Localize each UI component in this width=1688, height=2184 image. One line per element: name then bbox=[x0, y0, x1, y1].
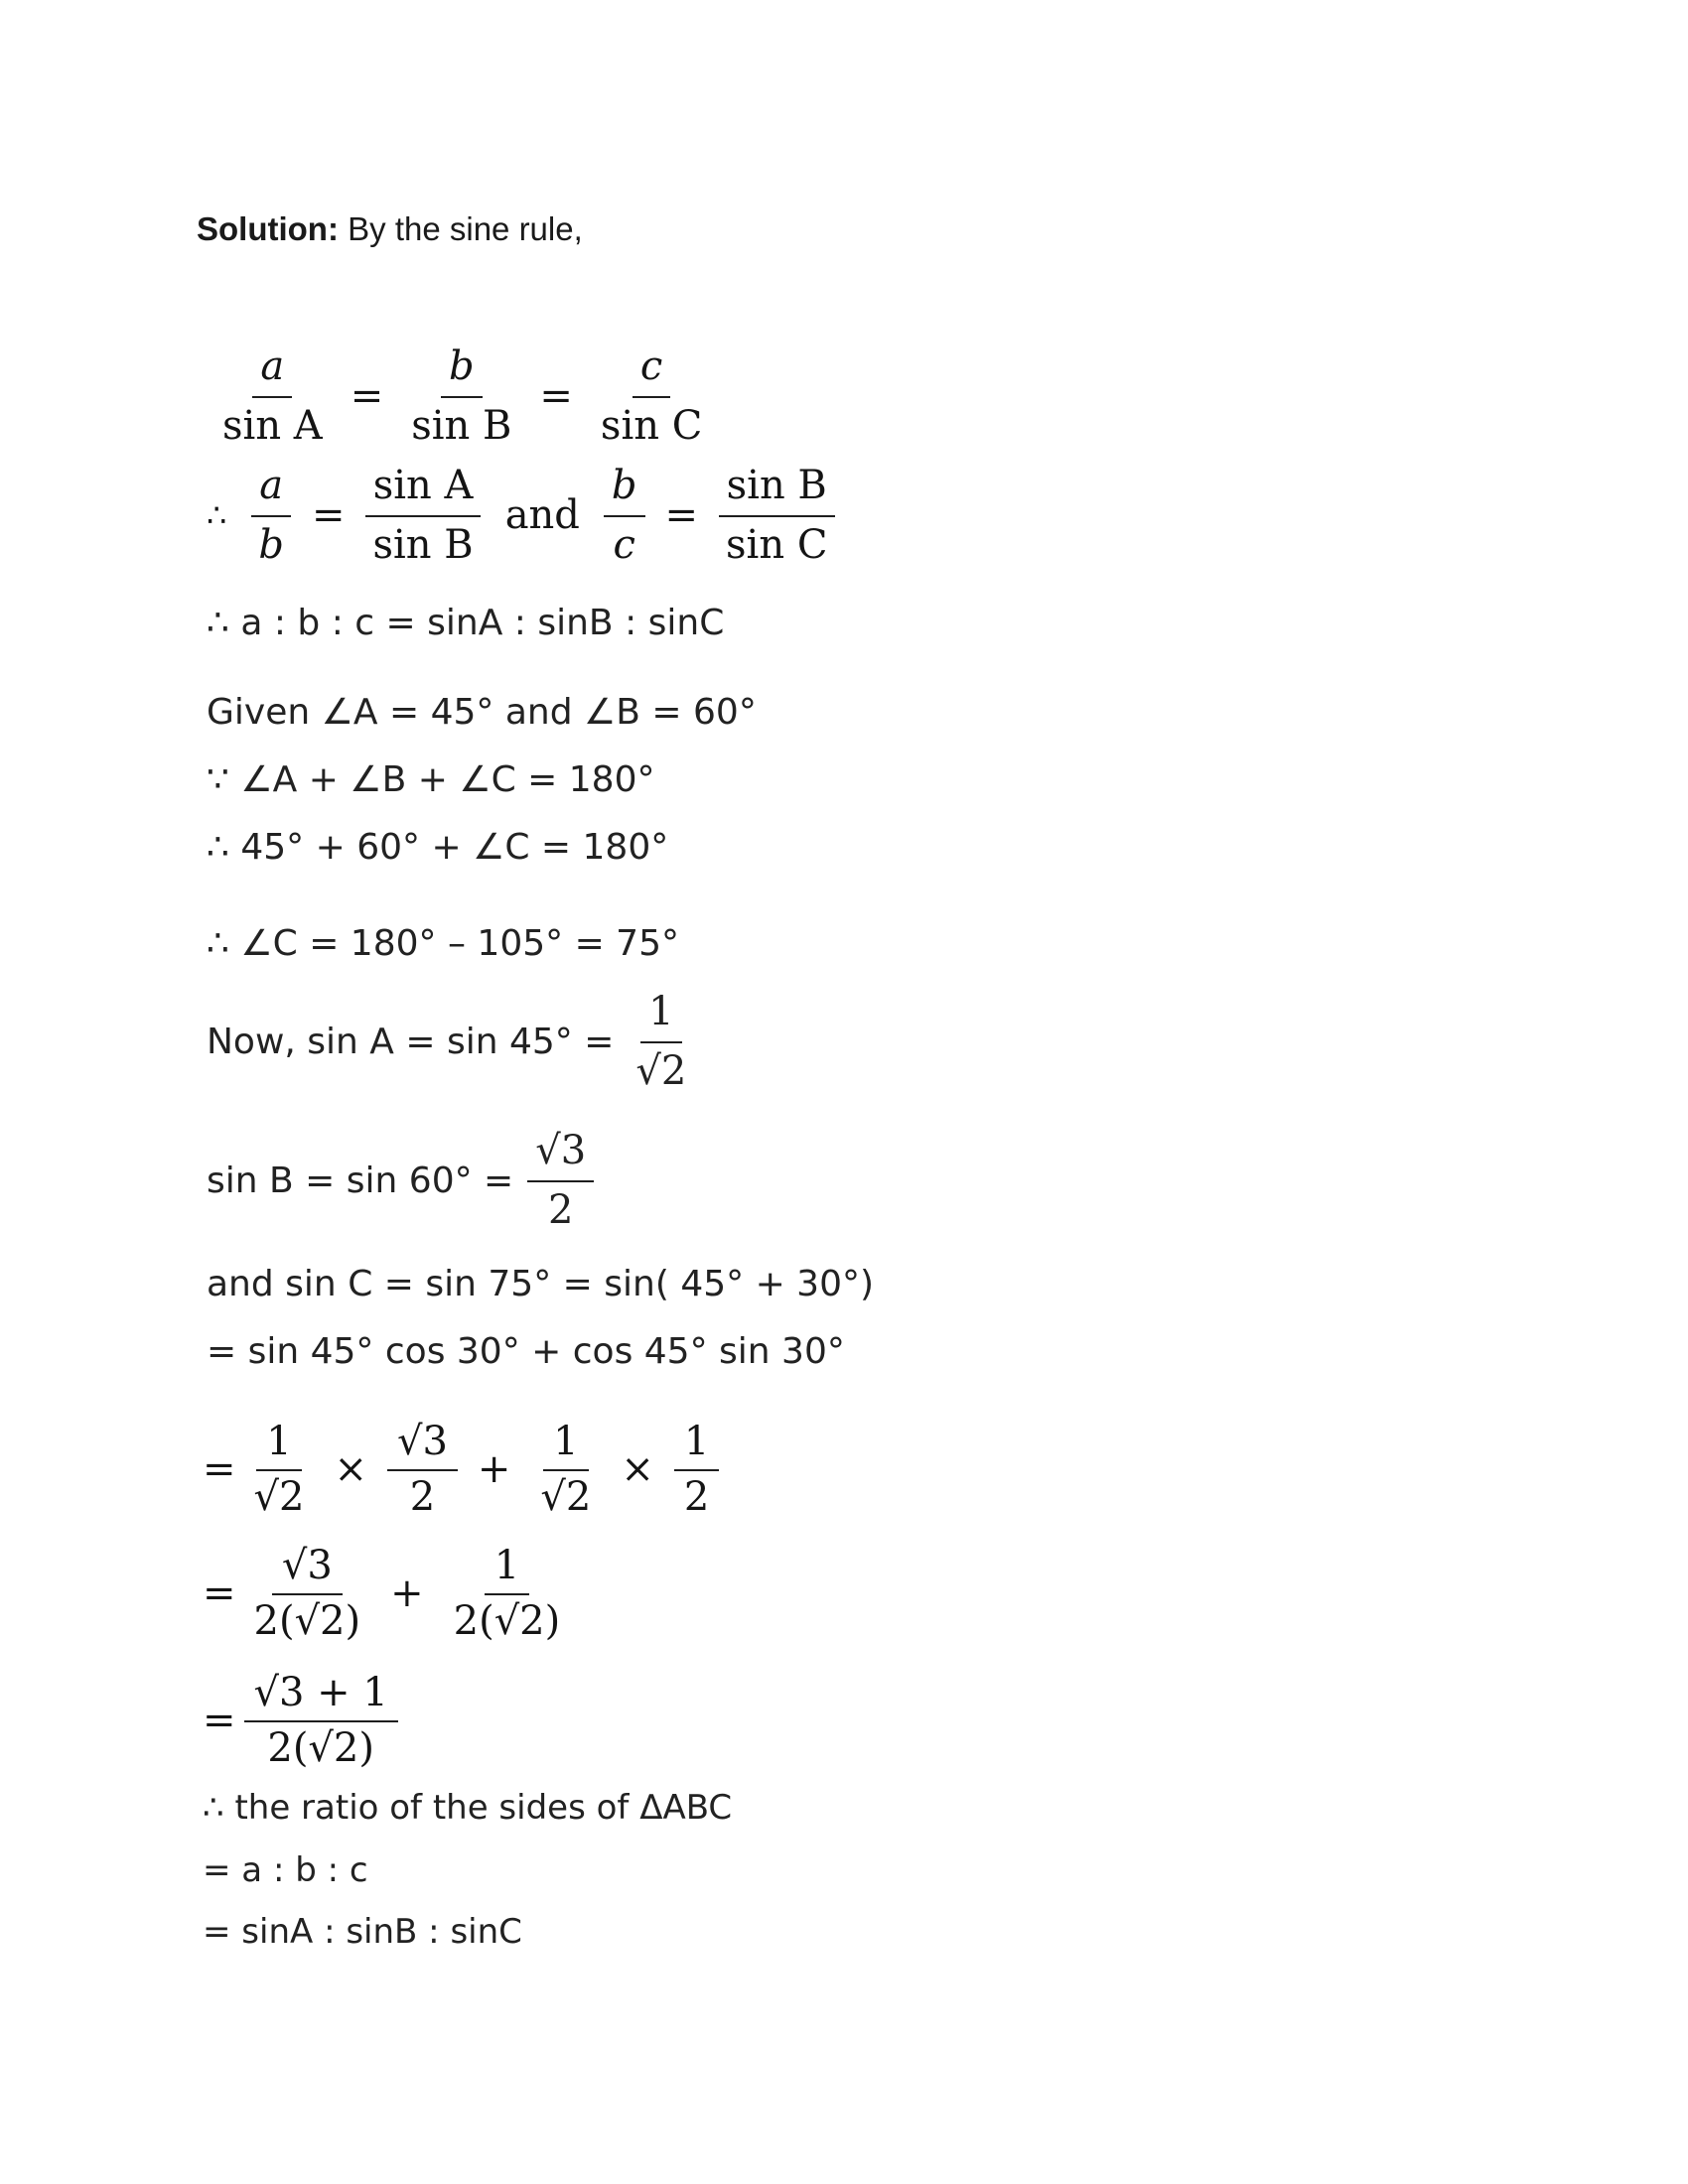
fraction-b-over-sinB: $\frac{b}{\text{sin B}}$ bbox=[411, 343, 512, 449]
expansion-line: = sin 45° cos 30° + cos 45° sin 30° bbox=[207, 1331, 845, 1372]
sine-rule-equation: $\frac{a}{\text{sin A}}$ = $\frac{b}{\text{sin B}}$ = $\frac{c}{\text{sin C}}$ bbox=[207, 342, 718, 450]
solution-intro: By the sine rule, bbox=[348, 210, 583, 247]
fraction-one-over-root2: $\frac{1}{√2}$ bbox=[253, 1419, 305, 1520]
fraction-a-over-sinA: $\frac{a}{\text{sin A}}$ bbox=[222, 343, 323, 449]
fraction-root3-plus-one-over-two-root2: $\frac{√3 + 1}{2(√2)}$ bbox=[244, 1669, 398, 1772]
ratio-equations: ∴ $\frac{a}{b}$ = $\frac{\text{sin A}}{\text{sin B}}$ and $\frac{b}{c}$ = $\frac{\text{sin B}}{\text{sin C}}$ bbox=[207, 462, 843, 569]
solution-label: Solution: bbox=[197, 210, 339, 247]
plus-symbol: + bbox=[390, 1570, 424, 1616]
and-word: and bbox=[504, 492, 580, 538]
sinA-line bbox=[207, 988, 702, 1095]
sinC-line: and sin C = sin 75° = sin( 45° + 30°) bbox=[207, 1264, 875, 1304]
fraction-one-over-root2: $\frac{1}{√2}$ bbox=[540, 1419, 592, 1520]
fraction-b-over-c: $\frac{b}{c}$ bbox=[604, 462, 645, 569]
fraction-root3-over-two: $\frac{√3}{2}$ bbox=[527, 1127, 594, 1234]
therefore-symbol: ∴ bbox=[207, 496, 227, 534]
sinB-prefix: sin B = sin 60° = bbox=[207, 1160, 514, 1201]
sides-ratio-line: = a : b : c bbox=[203, 1850, 368, 1890]
fraction-c-over-sinC: $\frac{c}{\text{sin C}}$ bbox=[600, 343, 703, 449]
sines-ratio-line: = sinA : sinB : sinC bbox=[203, 1912, 522, 1952]
fraction-sinA-over-sinB: $\frac{\text{sin A}}{\text{sin B}}$ bbox=[364, 462, 481, 569]
combined-expression: = $\frac{√3 + 1}{2(√2)}$ bbox=[203, 1669, 406, 1772]
times-symbol: × bbox=[334, 1446, 367, 1492]
times-symbol: × bbox=[621, 1446, 654, 1492]
given-line: Given ∠A = 45° and ∠B = 60° bbox=[207, 692, 757, 733]
fraction-one-over-root2: $\frac{1}{√2}$ bbox=[635, 989, 687, 1094]
solution-heading bbox=[197, 210, 583, 248]
fraction-one-over-two-root2: $\frac{1}{2(√2)}$ bbox=[453, 1543, 561, 1644]
fraction-sinB-over-sinC: $\frac{\text{sin B}}{\text{sin C}}$ bbox=[718, 462, 835, 569]
fraction-a-over-b: $\frac{a}{b}$ bbox=[250, 462, 292, 569]
angle-sum-line: ∵ ∠A + ∠B + ∠C = 180° bbox=[207, 759, 655, 800]
fraction-one-over-two: $\frac{1}{2}$ bbox=[674, 1418, 719, 1521]
ratio-line: ∴ a : b : c = sinA : sinB : sinC bbox=[207, 603, 725, 643]
sinA-prefix: Now, sin A = sin 45° = bbox=[207, 1021, 615, 1062]
sinB-line bbox=[207, 1127, 602, 1234]
fraction-root3-over-two: $\frac{√3}{2}$ bbox=[387, 1418, 458, 1521]
sum-expression: = $\frac{√3}{2(√2)}$ + $\frac{1}{2(√2)}$ bbox=[203, 1542, 578, 1645]
product-expression: = $\frac{1}{√2}$ × $\frac{√3}{2}$ + $\frac{1}{√2}$ × $\frac{1}{2}$ bbox=[203, 1418, 727, 1521]
plus-symbol: + bbox=[477, 1446, 511, 1492]
substitute-line: ∴ 45° + 60° + ∠C = 180° bbox=[207, 827, 669, 868]
angle-c-line: ∴ ∠C = 180° – 105° = 75° bbox=[207, 923, 679, 964]
fraction-root3-over-two-root2: $\frac{√3}{2(√2)}$ bbox=[253, 1543, 361, 1644]
conclusion-line: ∴ the ratio of the sides of ΔABC bbox=[203, 1788, 733, 1828]
